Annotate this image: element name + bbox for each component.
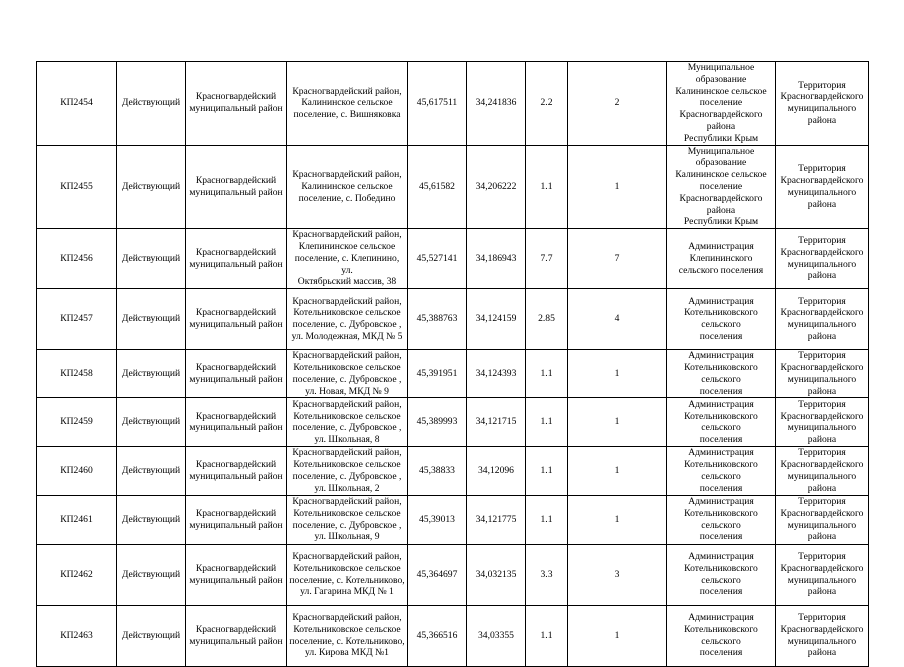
area-cell: 2.85 [526,289,568,350]
address-line: Котельниковское сельское [293,507,401,519]
address-cell [287,62,408,146]
latitude-cell: 45,391951 [408,350,467,398]
owner-cell [667,447,776,495]
latitude-cell: 45,389993 [408,398,467,447]
status-cell: Действующий [117,62,186,146]
territory-cell [776,605,869,666]
container-count-cell: 1 [568,495,667,544]
site-id-cell: КП2463 [37,605,117,666]
district-cell: Красногвардейский муниципальный район [186,62,287,146]
address-line: поселение, с. Котельниково, [289,635,405,647]
table-row [37,62,869,146]
container-count-cell: 1 [568,145,667,229]
territory-line: муниципального [787,186,857,198]
owner-cell [667,398,776,447]
owner-line: Котельниковского сельского [684,623,758,647]
address-line: Красногвардейский район, [292,350,402,362]
owner-cell [667,350,776,398]
owner-line: Красногвардейского района [679,109,763,132]
territory-cell [776,145,869,229]
area-cell: 2.2 [526,62,568,146]
table-body [37,62,869,667]
territory-cell [776,229,869,289]
site-id-cell: КП2455 [37,145,117,229]
address-line: ул. Новая, МКД № 9 [305,385,389,397]
owner-cell [667,229,776,289]
address-line: Красногвардейский район, [292,447,402,459]
address-line: Котельниковское сельское [293,623,401,635]
territory-line: района [807,330,837,342]
container-sites-table [36,61,869,667]
district-cell: Красногвардейский муниципальный район [186,145,287,229]
longitude-cell: 34,121715 [467,398,526,447]
territory-line: муниципального [787,519,857,531]
owner-line: Калининское сельское поселение [675,169,767,192]
owner-line: Муниципальное образование [687,145,755,169]
table-row [37,229,869,289]
address-line: Красногвардейский район, [292,229,402,241]
address-line: Красногвардейский район, [292,611,402,623]
territory-line: района [807,531,837,543]
territory-line: Красногвардейского [780,623,864,635]
address-line: поселение, с. Клепинино, ул. [294,252,400,276]
territory-line: Красногвардейского [780,562,864,574]
territory-line: Территория [798,611,846,623]
longitude-cell: 34,03355 [467,605,526,666]
owner-line: Котельниковского сельского [684,361,758,385]
address-line: ул. Молодежная, МКД № 5 [291,330,403,342]
longitude-cell: 34,206222 [467,145,526,229]
address-line: ул. Гагарина МКД № 1 [300,586,394,598]
address-line: Клепининское сельское [298,240,396,252]
address-line: Котельниковское сельское [293,562,401,574]
territory-line: района [807,434,837,446]
territory-line: Красногвардейского [780,459,864,471]
address-line: поселение, с. Дубровское , [292,422,402,434]
address-line: Котельниковское сельское [293,459,401,471]
address-cell [287,145,408,229]
owner-line: Администрация [688,295,754,307]
container-count-cell: 1 [568,350,667,398]
district-cell: Красногвардейский муниципальный район [186,289,287,350]
territory-line: района [807,198,837,210]
latitude-cell: 45,527141 [408,229,467,289]
address-line: поселение, с. Дубровское , [292,519,402,531]
site-id-cell: КП2457 [37,289,117,350]
area-cell: 1.1 [526,605,568,666]
container-count-cell: 7 [568,229,667,289]
table-row [37,289,869,350]
territory-line: муниципального [787,470,857,482]
owner-line: Котельниковского сельского [684,410,758,434]
owner-line: поселения [699,647,743,659]
address-line: Калининское сельское [301,180,393,192]
address-line: Красногвардейский район, [292,398,402,410]
site-id-cell: КП2460 [37,447,117,495]
owner-line: сельского поселения [678,264,764,276]
territory-line: муниципального [787,373,857,385]
territory-line: Территория [798,495,846,507]
district-cell: Красногвардейский муниципальный район [186,398,287,447]
address-line: Котельниковское сельское [293,410,401,422]
address-line: Калининское сельское [301,97,393,109]
territory-cell [776,62,869,146]
longitude-cell: 34,121775 [467,495,526,544]
address-line: ул. Школьная, 9 [314,531,380,543]
latitude-cell: 45,617511 [408,62,467,146]
owner-line: Котельниковского сельского [684,307,758,331]
district-cell: Красногвардейский муниципальный район [186,495,287,544]
status-cell: Действующий [117,447,186,495]
status-cell: Действующий [117,145,186,229]
latitude-cell: 45,388763 [408,289,467,350]
status-cell: Действующий [117,495,186,544]
address-line: поселение, с. Вишняковка [293,109,401,121]
owner-line: Администрация [688,611,754,623]
owner-line: поселения [699,330,743,342]
address-cell [287,447,408,495]
territory-line: муниципального [787,103,857,115]
status-cell: Действующий [117,544,186,605]
territory-line: Красногвардейского [780,91,864,103]
owner-line: Администрация [688,350,754,362]
longitude-cell: 34,12096 [467,447,526,495]
address-line: Октябрьский массив, 38 [297,276,397,288]
site-id-cell: КП2461 [37,495,117,544]
territory-line: Территория [798,295,846,307]
owner-line: Республики Крым [683,132,759,144]
owner-line: Калининское сельское поселение [675,85,767,109]
area-cell: 3.3 [526,544,568,605]
table-row [37,544,869,605]
container-count-cell: 1 [568,447,667,495]
address-line: Красногвардейский район, [292,495,402,507]
territory-cell [776,350,869,398]
address-line: Красногвардейский район, [292,169,402,181]
owner-line: поселения [699,434,743,446]
status-cell: Действующий [117,229,186,289]
area-cell: 7.7 [526,229,568,289]
container-count-cell: 3 [568,544,667,605]
longitude-cell: 34,124159 [467,289,526,350]
latitude-cell: 45,38833 [408,447,467,495]
container-count-cell: 4 [568,289,667,350]
territory-line: Красногвардейского [780,307,864,319]
owner-cell [667,495,776,544]
address-line: поселение, с. Котельниково, [289,574,405,586]
territory-line: муниципального [787,319,857,331]
container-count-cell: 1 [568,398,667,447]
territory-line: Территория [798,163,846,175]
table-row [37,145,869,229]
territory-line: Красногвардейского [780,246,864,258]
site-id-cell: КП2458 [37,350,117,398]
area-cell: 1.1 [526,398,568,447]
territory-cell [776,447,869,495]
territory-line: муниципального [787,422,857,434]
status-cell: Действующий [117,289,186,350]
container-count-cell: 1 [568,605,667,666]
owner-cell [667,289,776,350]
table-row [37,447,869,495]
owner-line: Администрация Клепининского [688,240,754,264]
longitude-cell: 34,186943 [467,229,526,289]
address-line: Красногвардейский район, [292,550,402,562]
owner-line: Котельниковского сельского [684,507,758,531]
container-count-cell: 2 [568,62,667,146]
longitude-cell: 34,241836 [467,62,526,146]
owner-line: поселения [699,531,743,543]
owner-cell [667,605,776,666]
district-cell: Красногвардейский муниципальный район [186,605,287,666]
owner-line: поселения [699,586,743,598]
territory-line: Красногвардейского [780,175,864,187]
owner-line: Администрация [688,495,754,507]
address-line: ул. Школьная, 2 [314,482,380,494]
table-row [37,398,869,447]
territory-cell [776,544,869,605]
owner-cell [667,544,776,605]
address-cell [287,350,408,398]
territory-cell [776,289,869,350]
territory-line: Территория [798,398,846,410]
district-cell: Красногвардейский муниципальный район [186,229,287,289]
territory-line: района [807,270,837,282]
site-id-cell: КП2454 [37,62,117,146]
address-cell [287,229,408,289]
territory-line: района [807,385,837,397]
district-cell: Красногвардейский муниципальный район [186,447,287,495]
status-cell: Действующий [117,350,186,398]
owner-line: Республики Крым [683,216,759,228]
owner-cell [667,145,776,229]
territory-line: муниципального [787,635,857,647]
area-cell: 1.1 [526,447,568,495]
latitude-cell: 45,364697 [408,544,467,605]
address-cell [287,289,408,350]
latitude-cell: 45,61582 [408,145,467,229]
territory-cell [776,495,869,544]
address-line: Красногвардейский район, [292,295,402,307]
longitude-cell: 34,032135 [467,544,526,605]
table-row [37,350,869,398]
district-cell: Красногвардейский муниципальный район [186,544,287,605]
longitude-cell: 34,124393 [467,350,526,398]
address-cell [287,605,408,666]
latitude-cell: 45,366516 [408,605,467,666]
status-cell: Действующий [117,605,186,666]
owner-line: Администрация [688,550,754,562]
table-row [37,605,869,666]
address-line: ул. Школьная, 8 [314,434,380,446]
address-line: поселение, с. Дубровское , [292,319,402,331]
address-cell [287,398,408,447]
latitude-cell: 45,39013 [408,495,467,544]
address-line: Котельниковское сельское [293,307,401,319]
site-id-cell: КП2459 [37,398,117,447]
territory-line: Красногвардейского [780,507,864,519]
owner-line: Администрация [688,447,754,459]
territory-line: района [807,115,837,127]
territory-line: муниципального [787,258,857,270]
territory-cell [776,398,869,447]
owner-line: Администрация [688,398,754,410]
address-line: ул. Кирова МКД №1 [305,647,389,659]
site-id-cell: КП2462 [37,544,117,605]
owner-line: Котельниковского сельского [684,459,758,482]
address-line: поселение, с. Дубровское , [292,373,402,385]
owner-line: Красногвардейского района [679,192,763,216]
territory-line: муниципального [787,574,857,586]
territory-line: района [807,482,837,494]
address-line: поселение, с. Дубровское , [292,470,402,482]
territory-line: Красногвардейского [780,361,864,373]
address-cell [287,495,408,544]
territory-line: Территория [798,235,846,247]
status-cell: Действующий [117,398,186,447]
territory-line: Территория [798,550,846,562]
territory-line: Территория [798,350,846,362]
owner-line: поселения [699,385,743,397]
address-cell [287,544,408,605]
territory-line: Красногвардейского [780,410,864,422]
address-line: Красногвардейский район, [292,85,402,97]
area-cell: 1.1 [526,145,568,229]
area-cell: 1.1 [526,350,568,398]
territory-line: Территория [798,447,846,459]
table-row [37,495,869,544]
territory-line: района [807,647,837,659]
district-cell: Красногвардейский муниципальный район [186,350,287,398]
territory-line: района [807,586,837,598]
owner-cell [667,62,776,146]
owner-line: Муниципальное образование [687,62,755,85]
address-line: Котельниковское сельское [293,361,401,373]
address-line: поселение, с. Победино [298,192,396,204]
territory-line: Территория [798,79,846,91]
owner-line: поселения [699,482,743,494]
owner-line: Котельниковского сельского [684,562,758,586]
site-id-cell: КП2456 [37,229,117,289]
area-cell: 1.1 [526,495,568,544]
